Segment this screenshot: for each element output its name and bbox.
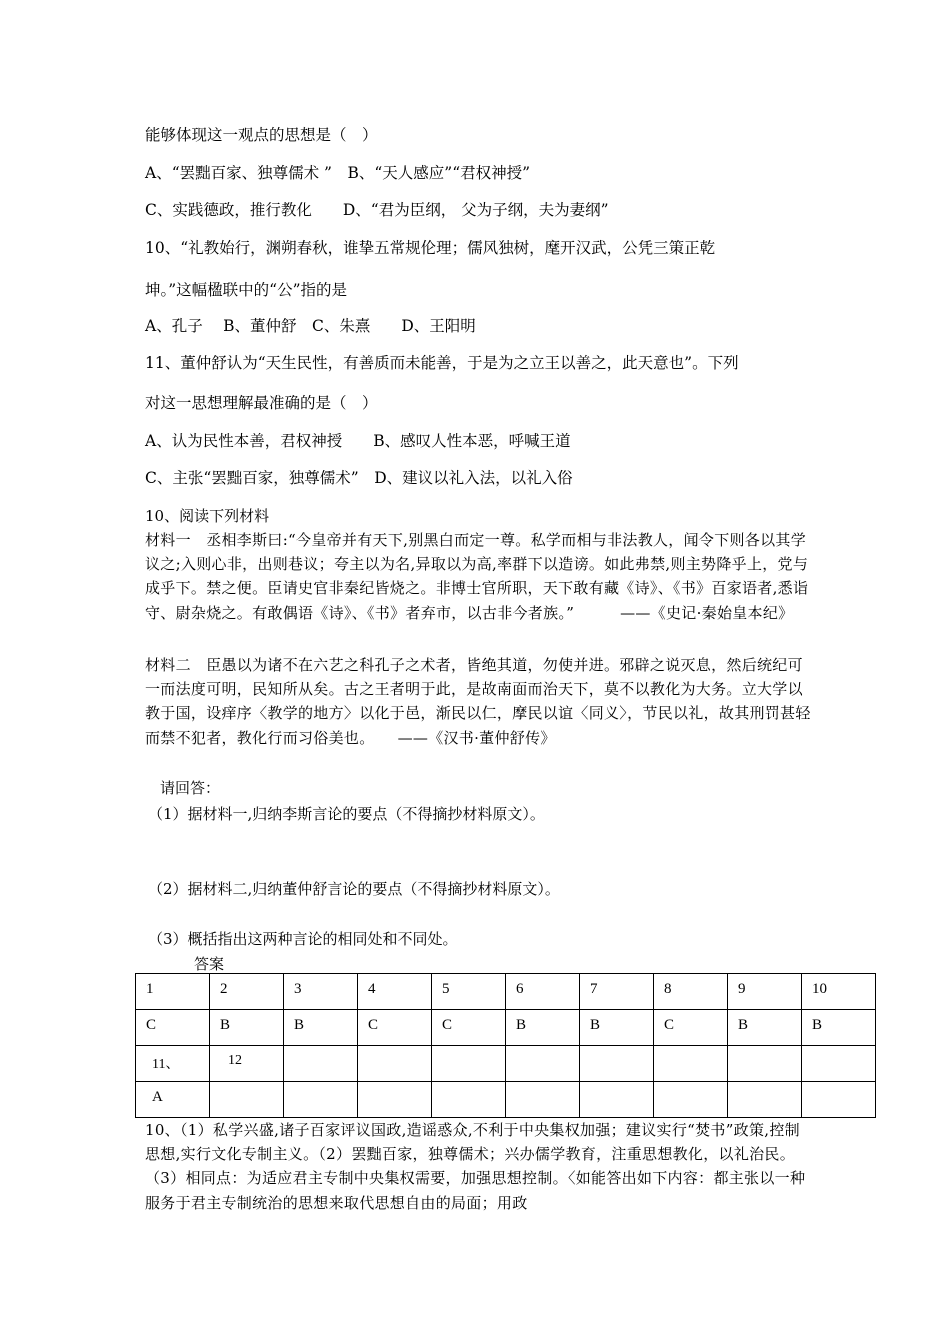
q9-options-ab: A、“罢黜百家、独尊儒术 ” B、“天人感应”“君权神授” xyxy=(145,164,531,182)
table-cell xyxy=(210,1082,284,1118)
table-cell xyxy=(358,1046,432,1082)
table-cell xyxy=(284,1082,358,1118)
table-row xyxy=(136,1046,876,1082)
table-cell: 12 xyxy=(210,1046,284,1082)
table-cell: A xyxy=(136,1082,210,1118)
sub-question-1: （1）据材料一,归纳李斯言论的要点（不得摘抄材料原文）。 xyxy=(148,805,545,823)
table-cell xyxy=(506,1046,580,1082)
table-cell xyxy=(654,1082,728,1118)
table-cell xyxy=(358,1082,432,1118)
table-cell: 3 xyxy=(284,974,358,1010)
q10-stem-line1: 10、“礼教始行，渊朔春秋，谁挚五常规伦理；儒风独树，麾开汉武，公凭三策正乾 xyxy=(145,239,716,257)
q11-options-cd: C、主张“罢黜百家，独尊儒术” D、建议以礼入法，以礼入俗 xyxy=(145,469,573,487)
table-cell: 8 xyxy=(654,974,728,1010)
table-row xyxy=(136,1010,876,1046)
table-cell xyxy=(432,1046,506,1082)
answers-title: 答案 xyxy=(194,955,225,973)
table-cell: 10 xyxy=(802,974,876,1010)
table-row xyxy=(136,1082,876,1118)
table-cell: C xyxy=(654,1010,728,1046)
table-cell: B xyxy=(728,1010,802,1046)
sub-question-3: （3）概括指出这两种言论的相同处和不同处。 xyxy=(148,930,458,948)
table-cell: 2 xyxy=(210,974,284,1010)
reading-heading: 10、阅读下列材料 xyxy=(145,507,270,525)
table-cell xyxy=(284,1046,358,1082)
table-cell xyxy=(654,1046,728,1082)
table-cell xyxy=(802,1046,876,1082)
table-cell xyxy=(728,1082,802,1118)
table-cell xyxy=(432,1082,506,1118)
table-cell xyxy=(506,1082,580,1118)
table-cell xyxy=(580,1046,654,1082)
table-cell: B xyxy=(506,1010,580,1046)
table-cell xyxy=(802,1082,876,1118)
material-two xyxy=(145,653,815,750)
answer-explanation-text: 10、（1）私学兴盛,诸子百家评议国政,造谣惑众,不利于中央集权加强；建议实行“焚书”政策,控制思想,实行文化专制主义。（2）罢黜百家，独尊儒术；兴办儒学教育，注重思想教化，以礼治民。（3）相同点：为适应君主专制中央集权需要，加强思想控制。〈如能答出如下内容：都主张以一种服务于君主专制统治的思想来取代思想自由的局面；用政 xyxy=(145,1121,806,1212)
table-cell: B xyxy=(580,1010,654,1046)
table-cell: B xyxy=(284,1010,358,1046)
table-cell: B xyxy=(210,1010,284,1046)
table-cell: 6 xyxy=(506,974,580,1010)
table-cell: 5 xyxy=(432,974,506,1010)
table-cell: C xyxy=(432,1010,506,1046)
answer-prompt: 请回答： xyxy=(160,779,221,797)
material-two-text: 材料二 臣愚以为诸不在六艺之科孔子之术者，皆绝其道，勿使并进。邪辟之说灭息，然后统纪可一而法度可明，民知所从矣。古之王者明于此，是故南面而治天下，莫不以教化为大务。立大学以教于国，设痒序〈教学的地方〉以化于邑，渐民以仁，摩民以谊〈同义〉，节民以礼，故其刑罚甚轻而禁不犯者，教化行而习俗美也。 ——《汉书·董仲舒传》 xyxy=(145,656,811,747)
answer-table xyxy=(135,973,876,1118)
q10-options: A、孔子 B、董仲舒 C、朱熹 D、王阳明 xyxy=(145,317,476,335)
table-cell: C xyxy=(136,1010,210,1046)
table-cell: C xyxy=(358,1010,432,1046)
q11-stem-line1: 11、董仲舒认为“天生民性，有善质而未能善，于是为之立王以善之，此天意也”。下列 xyxy=(145,354,739,372)
table-cell xyxy=(728,1046,802,1082)
table-cell: 7 xyxy=(580,974,654,1010)
q10-stem-line2: 坤。”这幅楹联中的“公”指的是 xyxy=(145,281,348,299)
q9-options-cd: C、实践德政，推行教化 D、“君为臣纲， 父为子纲，夫为妻纲” xyxy=(145,201,609,219)
table-cell xyxy=(580,1082,654,1118)
table-cell: B xyxy=(802,1010,876,1046)
q9-stem: 能够体现这一观点的思想是（ ） xyxy=(145,126,378,144)
material-one-text: 材料一 丞相李斯曰:“今皇帝并有天下,别黑白而定一尊。私学而相与非法教人，闻令下则各以其学议之;入则心非，出则巷议；夸主以为名,异取以为高,率群下以造谤。如此弗禁,则主势降乎上，党与成乎下。禁之便。臣请史官非秦纪皆烧之。非博士官所职，天下敢有藏《诗》、《书》百家语者,悉诣守、尉杂烧之。有敢偶语《诗》、《书》者弃市，以古非今者族。” ——《史记·秦始皇本纪》 xyxy=(145,531,809,622)
table-cell: 4 xyxy=(358,974,432,1010)
material-one xyxy=(145,528,815,625)
q11-options-ab: A、认为民性本善，君权神授 B、感叹人性本恶，呼喊王道 xyxy=(145,432,571,450)
table-cell: 1 xyxy=(136,974,210,1010)
table-cell: 9 xyxy=(728,974,802,1010)
answer-explanation xyxy=(145,1118,815,1215)
table-cell: 11、 xyxy=(136,1046,210,1082)
q11-stem-line2: 对这一思想理解最准确的是（ ） xyxy=(145,394,378,412)
table-row xyxy=(136,974,876,1010)
sub-question-2: （2）据材料二,归纳董仲舒言论的要点（不得摘抄材料原文）。 xyxy=(148,880,560,898)
